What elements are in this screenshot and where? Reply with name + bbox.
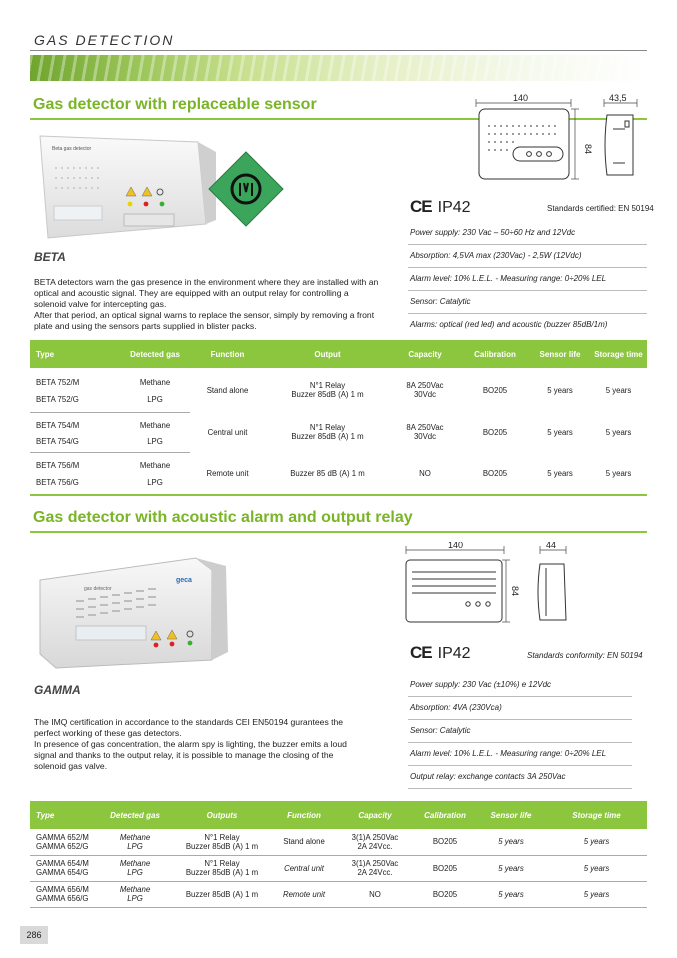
gamma-spec-item: Power supply: 230 Vac (±10%) e 12Vdc — [408, 674, 632, 697]
beta-output-line: Buzzer 85dB (A) 1 m — [291, 390, 364, 399]
beta-storage-time-cell: 5 years — [605, 385, 632, 395]
gamma-title-rule — [30, 531, 647, 533]
table-row — [30, 855, 647, 881]
beta-standards: Standards certified: EN 50194 — [547, 204, 654, 213]
gamma-col-storage-time: Storage time — [546, 801, 647, 829]
gamma-col-sensor-life: Sensor life — [476, 801, 546, 829]
gamma-standards: Standards conformity: EN 50194 — [527, 651, 643, 660]
beta-spec-item: Alarms: optical (red led) and acoustic (buzzer 85dB/1m) — [410, 320, 608, 329]
beta-type-cell: BETA 754/G — [30, 432, 120, 452]
beta-capacity-line: 8A 250Vac — [406, 381, 444, 390]
beta-output-cell: Buzzer 85 dB (A) 1 m — [290, 468, 365, 478]
beta-capacity-line: 8A 250Vac — [406, 423, 444, 432]
gamma-specs-list — [408, 674, 632, 789]
gamma-description — [34, 717, 364, 772]
gamma-type-line: GAMMA 654/M — [36, 859, 89, 868]
table-row — [30, 368, 647, 388]
gamma-brand-logo: geca — [176, 577, 192, 584]
gamma-type-line: GAMMA 652/M — [36, 832, 89, 842]
beta-gas-cell: LPG — [120, 472, 190, 494]
gamma-calibration-cell: BO205 — [414, 829, 476, 855]
gamma-product-table — [30, 801, 647, 908]
beta-gas-cell: LPG — [120, 432, 190, 452]
beta-dim-width: 140 — [513, 93, 529, 103]
gamma-sensor-life-cell: 5 years — [476, 855, 546, 881]
gamma-output-line: Buzzer 85dB (A) 1 m — [185, 868, 259, 877]
header-divider — [30, 50, 647, 51]
table-row — [30, 452, 647, 472]
gamma-capacity-cell: NO — [336, 881, 414, 907]
gamma-gas-line: Methane — [119, 832, 151, 842]
beta-capacity-cell: NO — [419, 468, 431, 478]
gamma-col-function: Function — [272, 801, 336, 829]
beta-product-table — [30, 340, 647, 495]
table-row — [30, 829, 647, 855]
gamma-outputs-cell: Buzzer 85dB (A) 1 m — [172, 881, 272, 907]
gamma-col-gas: Detected gas — [98, 801, 172, 829]
beta-function-cell: Remote unit — [206, 468, 249, 478]
gamma-function-cell: Central unit — [272, 855, 336, 881]
beta-col-function: Function — [190, 340, 265, 368]
beta-col-capacity: Capacity — [390, 340, 460, 368]
gamma-gas-line: LPG — [127, 868, 143, 877]
gamma-outputs-cell — [172, 829, 272, 855]
gamma-device-label: gas detector — [84, 586, 112, 592]
beta-output-line: N°1 Relay — [309, 381, 346, 390]
gamma-model-name: GAMMA — [34, 683, 81, 697]
gamma-ip-rating: IP42 — [437, 645, 471, 662]
gamma-type-line: GAMMA 656/M — [36, 885, 89, 894]
beta-spec-item: Alarm level: 10% L.E.L. - Measuring range: 0÷20% LEL — [408, 268, 647, 291]
gamma-ce-ip-row — [410, 643, 647, 665]
gamma-product-image — [36, 550, 236, 670]
gamma-spec-item: Absorption: 4VA (230Vca) — [408, 697, 632, 720]
beta-description-paragraph: BETA detectors warn the gas presence in the environment where they are installed with an optical and acoustic signal. They are equipped with an output relay for controlling a solenoid valve for intercepting gas. — [34, 277, 379, 309]
gamma-description-paragraph: The IMQ certification in accordance to the standards CEI EN50194 gurantees the perfect working of these gas detectors. — [34, 717, 344, 738]
gamma-outputs-cell — [172, 855, 272, 881]
beta-spec-item: Sensor: Catalytic — [408, 291, 647, 314]
gamma-dimension-drawing — [402, 542, 577, 627]
gamma-section-title: Gas detector with acoustic alarm and output relay — [33, 509, 413, 526]
gamma-output-line: N°1 Relay — [204, 859, 240, 868]
beta-spec-item: Absorption: 4,5VA max (230Vac) - 2,5W (12Vdc) — [408, 245, 647, 268]
beta-col-sensor-life: Sensor life — [530, 340, 590, 368]
beta-type-cell: BETA 752/M — [36, 377, 80, 387]
beta-description — [34, 277, 379, 332]
gamma-storage-time-cell: 5 years — [546, 881, 647, 907]
beta-ce-ip-row — [410, 197, 654, 219]
beta-spec-item: Power supply: 230 Vac – 50÷60 Hz and 12Vdc — [408, 222, 647, 245]
gamma-gas-cell — [98, 855, 172, 881]
gamma-type-cell — [30, 855, 98, 881]
gamma-calibration-cell: BO205 — [414, 881, 476, 907]
gamma-spec-item: Sensor: Catalytic — [408, 720, 632, 743]
beta-capacity-line: 30Vdc — [413, 390, 437, 399]
ce-mark-icon: CE — [410, 197, 432, 216]
beta-capacity-cell — [390, 412, 460, 452]
gamma-storage-time-cell: 5 years — [546, 855, 647, 881]
gamma-sensor-life-cell: 5 years — [476, 829, 546, 855]
beta-ip-rating: IP42 — [437, 199, 471, 216]
gamma-type-cell — [30, 829, 98, 855]
gamma-spec-item: Alarm level: 10% L.E.L. - Measuring range: 0÷20% LEL — [408, 743, 632, 766]
beta-description-paragraph: After that period, an optical signal warns to replace the sensor, simply by removing a front plate and using the sensors parts supplied in blister packs. — [34, 310, 375, 331]
gamma-dim-depth: 44 — [546, 542, 557, 550]
beta-function-cell: Stand alone — [206, 385, 249, 395]
page-number: 286 — [20, 926, 48, 944]
gamma-capacity-cell — [336, 829, 414, 855]
gamma-dim-height: 84 — [510, 586, 520, 597]
gamma-description-paragraph: In presence of gas concentration, the alarm spy is lighting, the buzzer emits a loud signal and thanks to the output relay, it is possible to manage the closing of the solenoid gas valve. — [34, 739, 347, 771]
gamma-gas-line: Methane — [119, 859, 151, 868]
gamma-storage-time-cell: 5 years — [546, 829, 647, 855]
gamma-gas-line: LPG — [127, 894, 143, 903]
gamma-table-header — [30, 801, 647, 829]
gamma-dim-width: 140 — [448, 542, 464, 550]
beta-capacity-line: 30Vdc — [413, 432, 437, 441]
gamma-col-type: Type — [30, 801, 98, 829]
gamma-sensor-life-cell: 5 years — [476, 881, 546, 907]
beta-output-cell — [265, 412, 390, 452]
gamma-type-cell — [30, 881, 98, 907]
gamma-capacity-line: 3(1)A 250Vac — [351, 832, 399, 842]
beta-calibration-cell: BO205 — [482, 385, 508, 395]
beta-output-line: Buzzer 85dB (A) 1 m — [291, 432, 364, 441]
beta-calibration-cell: BO205 — [482, 468, 508, 478]
beta-section-title: Gas detector with replaceable sensor — [33, 96, 317, 113]
beta-dim-depth: 43,5 — [609, 93, 627, 103]
gamma-col-capacity: Capacity — [336, 801, 414, 829]
gamma-top-rule — [30, 494, 647, 496]
gamma-type-line: GAMMA 656/G — [36, 894, 89, 903]
beta-type-cell: BETA 756/G — [30, 472, 120, 494]
beta-device-label: Beta gas detector — [52, 146, 92, 152]
header-green-band — [30, 55, 647, 81]
gamma-gas-cell — [98, 881, 172, 907]
beta-type-cell: BETA 752/G — [30, 388, 120, 412]
beta-specs-list — [408, 222, 647, 336]
imq-certification-logo — [207, 150, 285, 228]
beta-sensor-life-cell: 5 years — [547, 468, 573, 478]
gamma-capacity-line: 2A 24Vcc. — [357, 841, 393, 851]
gamma-output-line: Buzzer 85dB (A) 1 m — [185, 841, 259, 851]
gamma-function-cell: Remote unit — [272, 881, 336, 907]
gamma-spec-item: Output relay: exchange contacts 3A 250Vac — [408, 766, 632, 789]
gamma-capacity-line: 3(1)A 250Vac — [351, 859, 399, 868]
gamma-calibration-cell: BO205 — [414, 855, 476, 881]
gamma-gas-line: LPG — [127, 841, 143, 851]
gamma-gas-line: Methane — [119, 885, 151, 894]
beta-product-image — [30, 128, 220, 243]
beta-storage-time-cell: 5 years — [605, 468, 632, 478]
beta-gas-cell: LPG — [120, 388, 190, 412]
page-header-title: GAS DETECTION — [34, 32, 175, 48]
beta-sensor-life-cell: 5 years — [547, 427, 573, 437]
beta-output-line: N°1 Relay — [309, 423, 346, 432]
gamma-type-line: GAMMA 652/G — [36, 841, 89, 851]
beta-col-output: Output — [265, 340, 390, 368]
beta-table-header — [30, 340, 647, 368]
beta-col-gas: Detected gas — [120, 340, 190, 368]
beta-model-name: BETA — [34, 250, 66, 264]
table-row — [30, 412, 647, 432]
beta-dimension-drawing — [465, 93, 650, 185]
beta-gas-cell: Methane — [139, 377, 171, 387]
beta-calibration-cell: BO205 — [482, 427, 508, 437]
beta-sensor-life-cell: 5 years — [547, 385, 573, 395]
beta-dim-height: 84 — [583, 144, 593, 155]
beta-gas-cell: Methane — [139, 460, 171, 470]
gamma-col-outputs: Outputs — [172, 801, 272, 829]
gamma-col-calibration: Calibration — [414, 801, 476, 829]
gamma-capacity-cell — [336, 855, 414, 881]
table-row — [30, 881, 647, 907]
beta-function-cell: Central unit — [207, 427, 248, 437]
beta-type-cell: BETA 754/M — [36, 420, 80, 430]
ce-mark-icon: CE — [410, 643, 432, 662]
gamma-output-line: N°1 Relay — [204, 832, 240, 842]
beta-gas-cell: Methane — [139, 420, 171, 430]
beta-output-cell — [265, 368, 390, 412]
beta-col-calibration: Calibration — [460, 340, 530, 368]
gamma-type-line: GAMMA 654/G — [36, 868, 89, 877]
beta-col-storage-time: Storage time — [590, 340, 647, 368]
beta-storage-time-cell: 5 years — [605, 427, 632, 437]
gamma-capacity-line: 2A 24Vcc. — [357, 868, 393, 877]
gamma-function-cell: Stand alone — [272, 829, 336, 855]
gamma-gas-cell — [98, 829, 172, 855]
beta-capacity-cell — [390, 368, 460, 412]
beta-col-type: Type — [30, 340, 120, 368]
beta-type-cell: BETA 756/M — [36, 460, 80, 470]
